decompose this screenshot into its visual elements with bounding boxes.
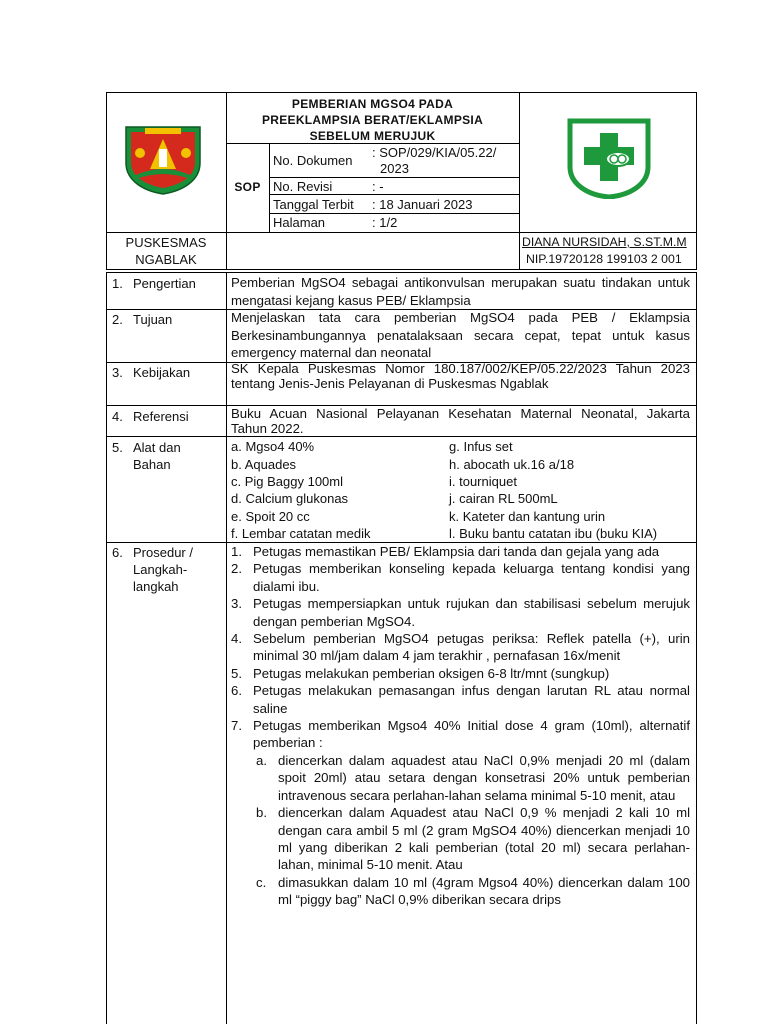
list-item [231,543,690,560]
signer-name: DIANA NURSIDAH, S.ST.M.M [522,235,687,249]
list-item [231,682,690,717]
step-text: Petugas melakukan pemberian oksigen 6-8 ltr/mnt (sungkup) [253,665,610,681]
list-item [231,717,690,908]
step-number: 3. [231,596,242,612]
alat-item: a. Mgso4 40% [231,439,315,454]
org-name-line1: PUSKESMAS [125,235,207,250]
alat-item: d. Calcium glukonas [231,491,349,506]
section-label-prosedur-3: langkah [133,579,179,594]
section-label-tujuan: Tujuan [133,312,173,327]
meta-value-halaman: : 1/2 [372,215,398,230]
step-text: Sebelum pemberian MgSO4 petugas periksa: Reflek patella (+), urin minimal 30 ml/jam dalam 4 jam terakhir , pernafasan 16x/menit [253,631,690,664]
step-text: Petugas mempersiapkan untuk rujukan dan stabilisasi sebelum merujuk dengan pemberian MgSO4. [253,596,690,629]
substep-text: dimasukkan dalam 10 ml (4gram Mgso4 40%) diencerkan dalam 100 ml “piggy bag” NaCl 0,9% diberikan secara drips [278,874,690,908]
step-number: 6. [231,683,242,699]
alat-item: h. abocath uk.16 a/18 [449,457,575,472]
alat-item: b. Aquades [231,457,297,472]
section-label-alat-2: Bahan [133,457,171,472]
title-line-1: PEMBERIAN MGSO4 PADA [291,97,454,111]
puskesmas-logo [562,117,656,199]
sop-label: SOP [234,180,261,194]
section-label-kebijakan: Kebijakan [133,365,191,380]
alat-item: j. cairan RL 500mL [449,491,558,506]
step-number: 1. [231,544,242,559]
prosedur-steps [231,543,690,909]
section-label-prosedur-2: Langkah- [133,562,188,577]
alat-item: c. Pig Baggy 100ml [231,474,344,489]
substep-letter: a. [256,752,267,768]
section-label-referensi: Referensi [133,409,189,424]
step-number: 4. [231,631,242,647]
section-label-alat-1: Alat dan [133,440,181,455]
step-number: 7. [231,718,242,734]
meta-value-no-dokumen: : SOP/029/KIA/05.22/ [372,145,497,160]
meta-value-no-revisi: : - [372,179,384,194]
alat-item: g. Infus set [449,439,513,454]
step-number: 2. [231,561,242,577]
step-text: Petugas memberikan konseling kepada keluarga tentang kondisi yang dialami ibu. [253,561,690,594]
meta-label-no-revisi: No. Revisi [273,179,333,194]
referensi-text: Buku Acuan Nasional Pelayanan Kesehatan Maternal Neonatal, Jakarta Tahun 2022. [231,406,690,436]
org-name-line2: NGABLAK [135,252,197,267]
section-num-referensi: 4. [112,409,123,424]
list-item [253,752,690,804]
alat-item: f. Lembar catatan medik [231,526,371,541]
step-text: Petugas memastikan PEB/ Eklampsia dari tanda dan gejala yang ada [253,544,660,559]
substep-letter: b. [256,805,267,821]
list-item [231,595,690,630]
step-number: 5. [231,665,242,681]
alat-item: e. Spoit 20 cc [231,509,310,524]
section-num-prosedur: 6. [112,545,123,560]
list-item [253,874,690,909]
signer-nip: NIP.19720128 199103 2 001 [526,252,682,266]
list-item [231,630,690,665]
step-text: Petugas melakukan pemasangan infus dengan larutan RL atau normal saline [253,683,690,716]
meta-value-tanggal: : 18 Januari 2023 [372,197,473,212]
substep-text: diencerkan dalam aquadest atau NaCl 0,9% menjadi 20 ml (dalam spoit 20ml) atau setara dengan konsetrasi 20% untuk pemberian intravenous secara perlahan-lahan selama minimal 5-10 menit, atau [278,752,690,803]
title-line-2: PREEKLAMPSIA BERAT/EKLAMPSIA [261,113,484,127]
section-num-alat: 5. [112,440,123,455]
kebijakan-text: SK Kepala Puskesmas Nomor 180.187/002/KEP/05.22/2023 Tahun 2023 tentang Jenis-Jenis Pelayanan di Puskesmas Ngablak [231,361,690,391]
step-text: Petugas memberikan Mgso4 40% Initial dose 4 gram (10ml), alternatif pemberian : [253,718,690,751]
section-num-kebijakan: 3. [112,365,123,380]
meta-label-no-dokumen: No. Dokumen [273,153,353,168]
tujuan-text: Menjelaskan tata cara pemberian MgSO4 pada PEB / Eklampsia Berkesinambungannya penatalaksaan secara cepat, tepat untuk kasus emergency maternal dan neonatal [231,310,690,360]
section-num-pengertian: 1. [112,276,123,291]
pengertian-text: Pemberian MgSO4 sebagai antikonvulsan merupakan suatu tindakan untuk mengatasi kejang kasus PEB/ Eklampsia [231,275,690,308]
section-label-prosedur-1: Prosedur / [133,545,193,560]
meta-value-no-dokumen-2: 2023 [380,161,409,176]
substep-letter: c. [256,874,267,890]
meta-label-halaman: Halaman [273,215,326,230]
title-line-3: SEBELUM MERUJUK [309,129,436,143]
section-num-tujuan: 2. [112,312,123,327]
list-item [231,560,690,595]
alat-item: l. Buku bantu catatan ibu (buku KIA) [449,526,658,541]
section-label-pengertian: Pengertian [133,276,196,291]
kabupaten-magelang-logo [120,123,206,195]
prosedur-substeps [253,752,690,909]
alat-item: i. tourniquet [449,474,517,489]
list-item [231,665,690,682]
list-item [253,804,690,874]
substep-text: diencerkan dalam Aquadest atau NaCl 0,9 % menjadi 2 kali 10 ml dengan cara ambil 5 ml (2 gram MgSO4 40%) diencerkan menjadi 10 ml yang diberikan 2 kali pemberian (total 20 ml) secara perlahan-lahan, minimal 5-10 menit. Atau [278,805,690,873]
alat-item: k. Kateter dan kantung urin [449,509,606,524]
meta-label-tanggal: Tanggal Terbit [273,197,354,212]
